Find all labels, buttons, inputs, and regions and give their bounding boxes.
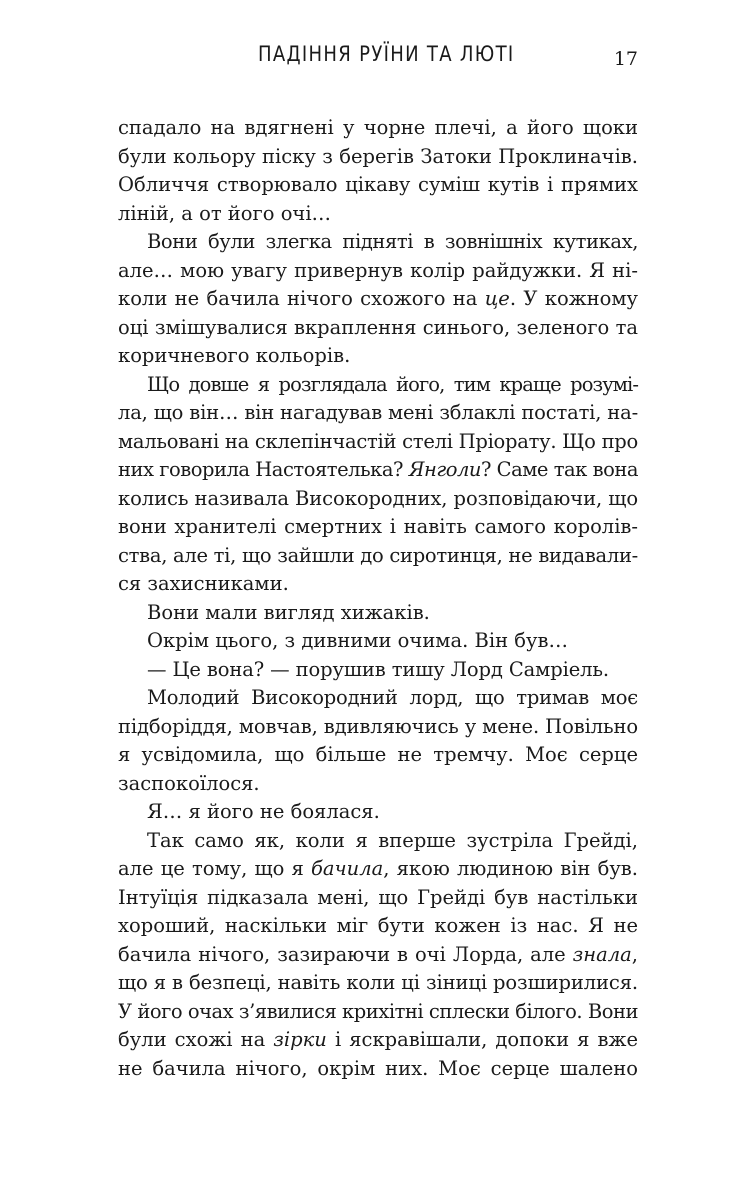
text-segment: оці змішувалися вкраплення синього, зеленого та <box>118 315 638 339</box>
text-segment: Окрім цього, з дивними очима. Він був… <box>147 629 568 652</box>
text-segment: . У кожному <box>509 287 639 310</box>
text-line <box>118 827 638 856</box>
text-segment: що я в безпеці, навіть коли ці зіниці розширилися. <box>118 971 639 994</box>
text-segment: Що довше я розглядала його, тим краще розумі- <box>147 372 638 396</box>
text-segment: підборіддя, мовчав, вдивляючись у мене. Повільно <box>118 714 639 738</box>
text-line <box>118 884 638 913</box>
text-segment: коричневого кольорів. <box>118 344 351 367</box>
text-segment: Вони були злегка підняті в зовнішніх кутиках, <box>147 230 638 253</box>
text-segment: заспокоїлося. <box>118 771 260 795</box>
text-segment: ліній, а от його очі… <box>118 201 332 225</box>
italic-text: знала <box>572 942 632 966</box>
text-line <box>118 599 638 628</box>
text-line <box>118 855 638 884</box>
text-segment: ства, але ті, що зайшли до сиротинця, не видавали- <box>118 543 638 567</box>
text-segment: них говорила Настоятелька? <box>118 458 409 481</box>
text-segment: , якою людиною він був. <box>383 857 638 880</box>
text-segment: — Це вона? — порушив тишу Лорд Самріель. <box>147 657 609 681</box>
text-line <box>118 342 638 371</box>
text-segment: Молодий Високородний лорд, що тримав моє <box>147 686 638 709</box>
text-line <box>118 656 638 685</box>
text-line <box>118 513 638 542</box>
text-line <box>118 713 638 742</box>
text-line <box>118 998 638 1027</box>
text-segment: були кольору піску з берегів Затоки Проклиначів. <box>118 144 638 168</box>
text-line <box>118 570 638 599</box>
text-line <box>118 143 638 172</box>
text-segment: спадало на вдягнені у чорне плечі, а його щоки <box>118 116 638 139</box>
text-segment: ? Саме так вона <box>480 458 638 481</box>
text-line <box>118 627 638 656</box>
text-line <box>118 314 638 343</box>
text-line <box>118 941 638 970</box>
page-number: 17 <box>613 48 638 70</box>
page-header <box>0 42 756 82</box>
text-line <box>118 114 638 143</box>
text-line <box>118 542 638 571</box>
text-line <box>118 912 638 941</box>
text-line <box>118 399 638 428</box>
text-line <box>118 171 638 200</box>
text-segment: вони хранителі смертних і навіть самого королів- <box>118 515 638 538</box>
text-line <box>118 200 638 229</box>
text-segment: я усвідомила, що більше не тремчу. Моє серце <box>118 743 638 766</box>
text-line <box>118 257 638 286</box>
italic-text: зірки <box>273 1028 327 1051</box>
text-segment: ся захисниками. <box>118 572 289 595</box>
text-line <box>118 1026 638 1055</box>
text-line <box>118 770 638 799</box>
text-segment: але це тому, що я <box>118 857 311 880</box>
text-line <box>118 798 638 827</box>
text-line <box>118 684 638 713</box>
running-title: ПАДІННЯ РУЇНИ ТА ЛЮТІ <box>258 42 515 66</box>
text-segment: колись називала Високородних, розповідаючи, що <box>118 486 639 510</box>
text-segment: коли не бачила нічого схожого на <box>118 287 485 310</box>
text-segment: але… мою увагу привернув колір райдужки. Я ні- <box>118 258 638 282</box>
text-segment: ла, що він… він нагадував мені зблаклі постаті, на- <box>118 401 638 424</box>
text-segment: Я… я його не боялася. <box>147 800 380 823</box>
text-line <box>118 969 638 998</box>
italic-text: Янголи <box>408 458 481 481</box>
text-line <box>118 741 638 770</box>
text-segment: і яскравішали, допоки я вже <box>326 1028 638 1051</box>
text-line <box>118 1055 638 1084</box>
text-line <box>118 371 638 400</box>
text-line <box>118 456 638 485</box>
text-segment: бачила нічого, зазираючи в очі Лорда, але <box>118 942 573 966</box>
italic-text: це <box>484 287 510 310</box>
text-segment: Так само як, коли я вперше зустріла Грейді, <box>147 828 638 852</box>
text-segment: , <box>631 942 638 966</box>
text-line <box>118 428 638 457</box>
text-segment: хороший, наскільки міг бути кожен із нас. Я не <box>118 914 638 937</box>
text-line <box>118 285 638 314</box>
text-line <box>118 485 638 514</box>
text-segment: Вони мали вигляд хижаків. <box>147 600 430 624</box>
text-segment: Обличчя створювало цікаву суміш кутів і прямих <box>118 173 638 196</box>
text-segment: мальовані на склепінчастій стелі Пріорату. Що про <box>118 429 638 453</box>
text-line <box>118 228 638 257</box>
text-segment: були схожі на <box>118 1028 274 1051</box>
body-text <box>118 114 638 1083</box>
text-segment: не бачила нічого, окрім них. Моє серце шалено <box>118 1056 638 1080</box>
text-segment: У його очах з’явилися крихітні сплески білого. Вони <box>118 999 639 1023</box>
text-segment: Інтуїція підказала мені, що Грейді був настільки <box>118 885 638 909</box>
italic-text: бачила <box>310 857 384 880</box>
